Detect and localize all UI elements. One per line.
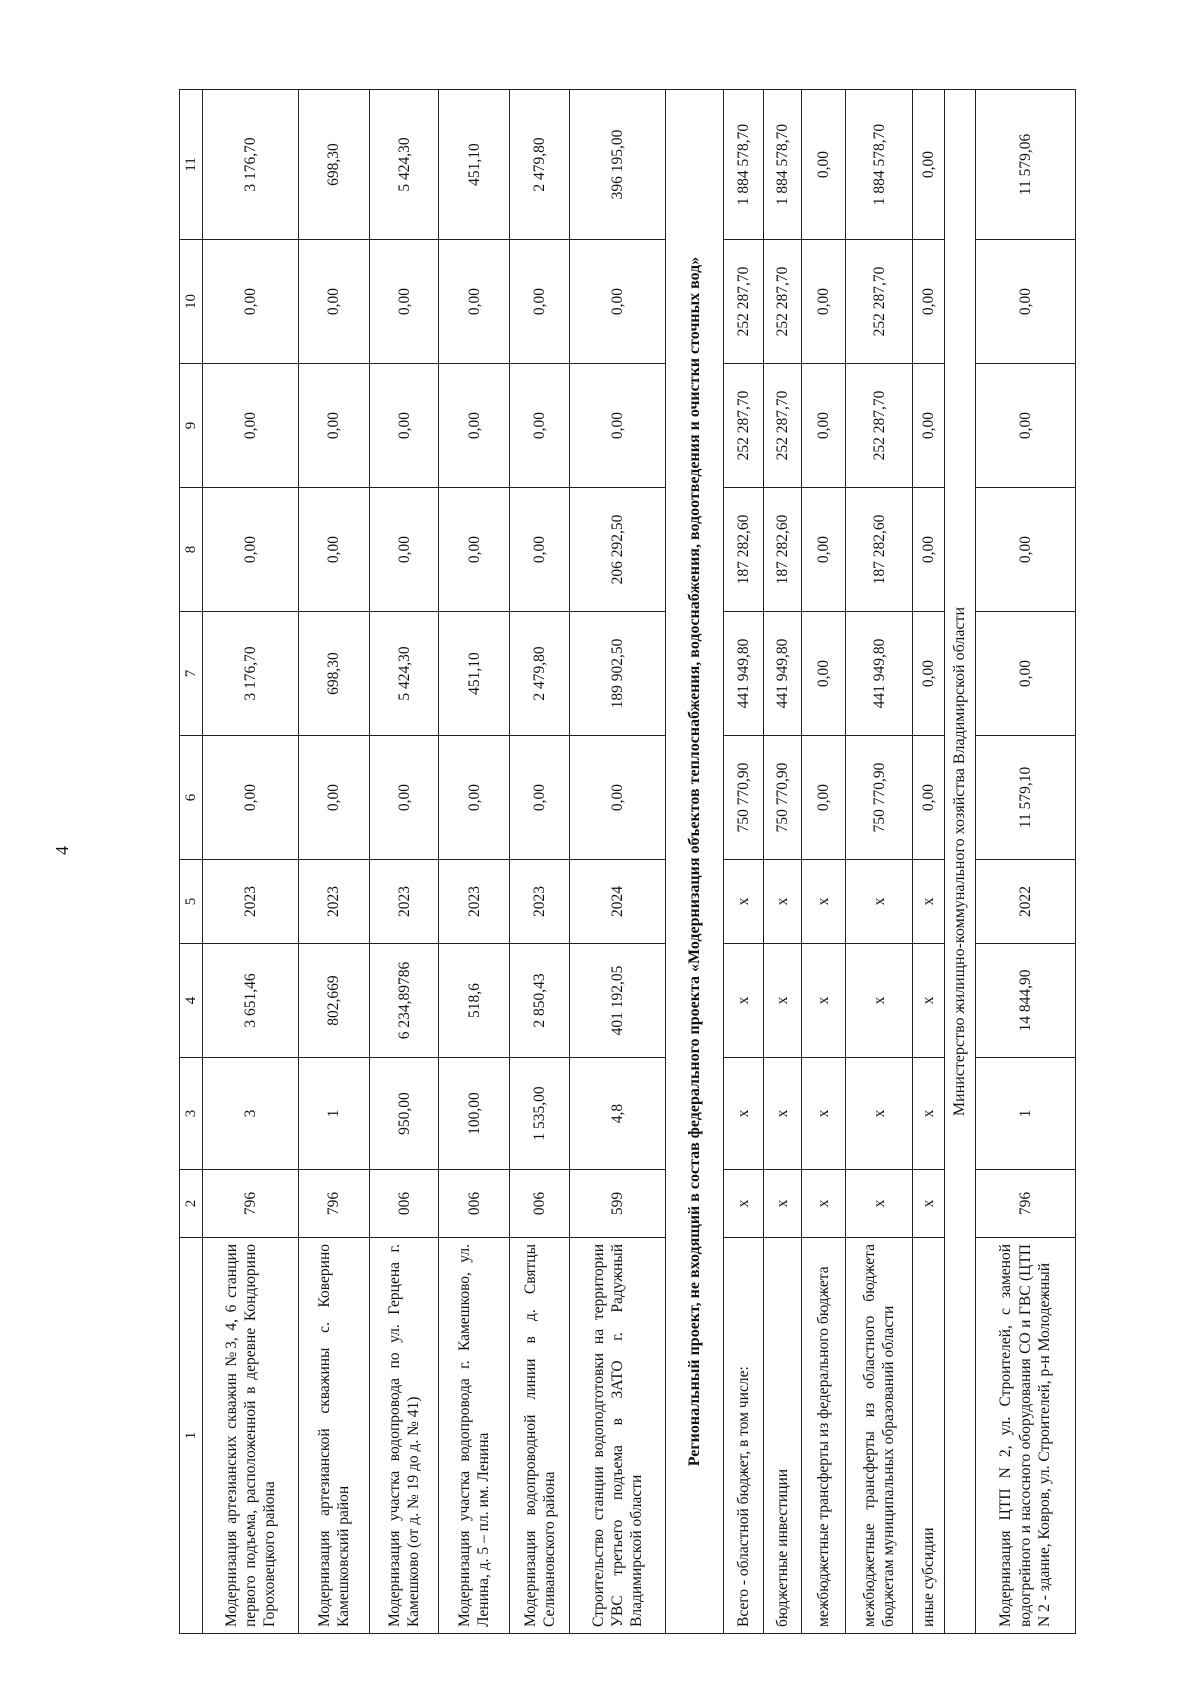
ministry-title: Министерство жилищно-коммунального хозяйства Владимирской области: [944, 90, 975, 1634]
table-cell: 0,00: [975, 612, 1075, 736]
table-cell: 252 287,70: [846, 364, 913, 488]
table-cell: 2023: [299, 860, 370, 944]
table-row: [510, 90, 570, 1634]
table-cell: 1: [299, 1058, 370, 1170]
table-cell: Модернизация участка водопровода по ул. Герцена г. Камешково (от д. № 19 до д. № 41): [370, 1238, 439, 1634]
table-cell: x: [801, 944, 846, 1058]
table-cell: 0,00: [975, 240, 1075, 364]
table-cell: x: [764, 1058, 802, 1170]
table-cell: 0,00: [801, 240, 846, 364]
table-cell: 2023: [439, 860, 510, 944]
table-cell: 3: [203, 1058, 299, 1170]
table-cell: 2024: [570, 860, 666, 944]
table-cell: 796: [203, 1170, 299, 1238]
table-cell: 0,00: [439, 488, 510, 612]
table-cell: 11 579,10: [975, 736, 1075, 860]
table-cell: 006: [510, 1170, 570, 1238]
table-row: [203, 90, 299, 1634]
table-cell: 3 651,46: [203, 944, 299, 1058]
table-cell: 0,00: [370, 364, 439, 488]
table-cell: 396 195,00: [570, 90, 666, 240]
table-cell: 14 844,90: [975, 944, 1075, 1058]
table-cell: x: [723, 1170, 763, 1238]
table-cell: 252 287,70: [846, 240, 913, 364]
table-cell: 698,30: [299, 90, 370, 240]
table-cell: 2 479,80: [510, 612, 570, 736]
table-cell: 0,00: [801, 364, 846, 488]
table-cell: Модернизация водопроводной линии в д. Святцы Селивановского района: [510, 1238, 570, 1634]
table-cell: x: [801, 1058, 846, 1170]
table-cell: 0,00: [913, 364, 945, 488]
table-cell: 3 176,70: [203, 90, 299, 240]
table-row: [975, 90, 1075, 1634]
table-cell: межбюджетные трансферты из федерального бюджета: [801, 1238, 846, 1634]
table-cell: 0,00: [975, 364, 1075, 488]
column-number: 7: [180, 612, 203, 736]
table-cell: межбюджетные трансферты из областного бюджета бюджетам муниципальных образований области: [846, 1238, 913, 1634]
table-cell: 750 770,90: [723, 736, 763, 860]
table-cell: 0,00: [913, 90, 945, 240]
table-cell: 3 176,70: [203, 612, 299, 736]
table-cell: 599: [570, 1170, 666, 1238]
column-number: 3: [180, 1058, 203, 1170]
table-cell: Строительство станции водоподготовки на территории УВС третьего подъема в ЗАТО г. Радужный Владимирской области: [570, 1238, 666, 1634]
rotated-table-container: [179, 90, 1076, 1634]
table-cell: иные субсидии: [913, 1238, 945, 1634]
table-cell: 0,00: [370, 488, 439, 612]
table-cell: 0,00: [203, 736, 299, 860]
table-cell: x: [913, 944, 945, 1058]
table-cell: 0,00: [510, 736, 570, 860]
column-number: 4: [180, 944, 203, 1058]
table-cell: Модернизация артезианской скважины с. Коверино Камешковский район: [299, 1238, 370, 1634]
table-cell: 0,00: [570, 240, 666, 364]
table-cell: x: [913, 860, 945, 944]
table-cell: 0,00: [439, 240, 510, 364]
table-cell: 0,00: [299, 364, 370, 488]
section-title-row: [666, 90, 724, 1634]
table-row: [801, 90, 846, 1634]
table-cell: 4,8: [570, 1058, 666, 1170]
table-row: [723, 90, 763, 1634]
table-cell: 5 424,30: [370, 612, 439, 736]
table-cell: 441 949,80: [764, 612, 802, 736]
table-cell: x: [723, 1058, 763, 1170]
column-number: 6: [180, 736, 203, 860]
table-cell: 441 949,80: [846, 612, 913, 736]
table-cell: 451,10: [439, 612, 510, 736]
table-cell: x: [846, 860, 913, 944]
table-cell: 187 282,60: [846, 488, 913, 612]
table-cell: 1 884 578,70: [764, 90, 802, 240]
table-row: [370, 90, 439, 1634]
budget-table: [179, 89, 1076, 1634]
table-cell: 0,00: [203, 240, 299, 364]
table-cell: 0,00: [913, 240, 945, 364]
table-cell: 401 192,05: [570, 944, 666, 1058]
table-cell: 5 424,30: [370, 90, 439, 240]
table-cell: 0,00: [203, 364, 299, 488]
table-cell: 2023: [370, 860, 439, 944]
table-cell: 2023: [510, 860, 570, 944]
table-cell: 0,00: [801, 488, 846, 612]
table-cell: 0,00: [801, 612, 846, 736]
table-cell: 750 770,90: [764, 736, 802, 860]
table-cell: 796: [975, 1170, 1075, 1238]
column-number: 11: [180, 90, 203, 240]
table-row: [913, 90, 945, 1634]
table-row: [764, 90, 802, 1634]
ministry-row: [944, 90, 975, 1634]
table-cell: 252 287,70: [723, 364, 763, 488]
column-number: 5: [180, 860, 203, 944]
table-cell: 189 902,50: [570, 612, 666, 736]
table-cell: 006: [370, 1170, 439, 1238]
table-cell: 2 850,43: [510, 944, 570, 1058]
column-number: 2: [180, 1170, 203, 1238]
table-cell: 0,00: [510, 240, 570, 364]
table-cell: 0,00: [370, 240, 439, 364]
table-cell: 100,00: [439, 1058, 510, 1170]
table-cell: Модернизация артезианских скважин №3, 4, 6 станции первого подъема, расположенной в деревне Кондюрино Гороховецкого района: [203, 1238, 299, 1634]
table-cell: x: [764, 944, 802, 1058]
table-cell: 1 884 578,70: [846, 90, 913, 240]
table-cell: 0,00: [510, 364, 570, 488]
table-cell: 0,00: [439, 364, 510, 488]
table-cell: 0,00: [801, 736, 846, 860]
table-cell: x: [764, 1170, 802, 1238]
section-title: Региональный проект, не входящий в состав федерального проекта «Модернизация объектов теплоснабжения, водоснабжения, водоотведения и очистки сточных вод»: [666, 90, 724, 1634]
table-cell: 1 535,00: [510, 1058, 570, 1170]
table-cell: 11 579,06: [975, 90, 1075, 240]
table-cell: 0,00: [299, 488, 370, 612]
table-cell: 0,00: [570, 736, 666, 860]
page-number: 4: [52, 846, 72, 855]
table-cell: x: [913, 1170, 945, 1238]
column-number: 1: [180, 1238, 203, 1634]
table-cell: 0,00: [913, 612, 945, 736]
table-cell: x: [723, 944, 763, 1058]
table-cell: 750 770,90: [846, 736, 913, 860]
table-cell: 0,00: [299, 240, 370, 364]
table-cell: 802,669: [299, 944, 370, 1058]
table-cell: 187 282,60: [764, 488, 802, 612]
table-cell: 1 884 578,70: [723, 90, 763, 240]
table-cell: 2022: [975, 860, 1075, 944]
table-cell: x: [913, 1058, 945, 1170]
table-cell: x: [846, 1058, 913, 1170]
table-cell: 950,00: [370, 1058, 439, 1170]
table-cell: x: [764, 860, 802, 944]
table-cell: 441 949,80: [723, 612, 763, 736]
table-cell: 0,00: [439, 736, 510, 860]
table-cell: 0,00: [975, 488, 1075, 612]
table-cell: 252 287,70: [764, 364, 802, 488]
table-cell: 252 287,70: [723, 240, 763, 364]
table-cell: бюджетные инвестиции: [764, 1238, 802, 1634]
table-row: [846, 90, 913, 1634]
table-cell: 0,00: [203, 488, 299, 612]
column-number: 10: [180, 240, 203, 364]
table-cell: 451,10: [439, 90, 510, 240]
table-cell: 187 282,60: [723, 488, 763, 612]
table-cell: Модернизация ЦТП N 2, ул. Строителей, с заменой водогрейного и насосного оборудования СО и ГВС (ЦТП N 2 - здание, Ковров, ул. Строителей, р-н Молодежный: [975, 1238, 1075, 1634]
column-numbers-row: [180, 90, 203, 1634]
table-row: [439, 90, 510, 1634]
table-cell: 2023: [203, 860, 299, 944]
table-cell: 252 287,70: [764, 240, 802, 364]
table-cell: 796: [299, 1170, 370, 1238]
table-cell: 698,30: [299, 612, 370, 736]
table-cell: 0,00: [570, 364, 666, 488]
table-cell: 0,00: [801, 90, 846, 240]
column-number: 9: [180, 364, 203, 488]
table-cell: 0,00: [299, 736, 370, 860]
table-cell: x: [846, 944, 913, 1058]
table-cell: 006: [439, 1170, 510, 1238]
table-cell: x: [846, 1170, 913, 1238]
table-cell: 2 479,80: [510, 90, 570, 240]
table-cell: 206 292,50: [570, 488, 666, 612]
table-cell: 1: [975, 1058, 1075, 1170]
table-cell: 0,00: [913, 488, 945, 612]
table-cell: x: [723, 860, 763, 944]
table-cell: Всего - областной бюджет, в том числе:: [723, 1238, 763, 1634]
table-row: [299, 90, 370, 1634]
table-cell: 6 234,89786: [370, 944, 439, 1058]
table-cell: 0,00: [913, 736, 945, 860]
table-cell: Модернизация участка водопровода г. Камешково, ул. Ленина, д. 5 – пл. им. Ленина: [439, 1238, 510, 1634]
table-cell: x: [801, 860, 846, 944]
table-cell: 0,00: [510, 488, 570, 612]
table-row: [570, 90, 666, 1634]
table-cell: x: [801, 1170, 846, 1238]
table-cell: 0,00: [370, 736, 439, 860]
column-number: 8: [180, 488, 203, 612]
table-cell: 518,6: [439, 944, 510, 1058]
